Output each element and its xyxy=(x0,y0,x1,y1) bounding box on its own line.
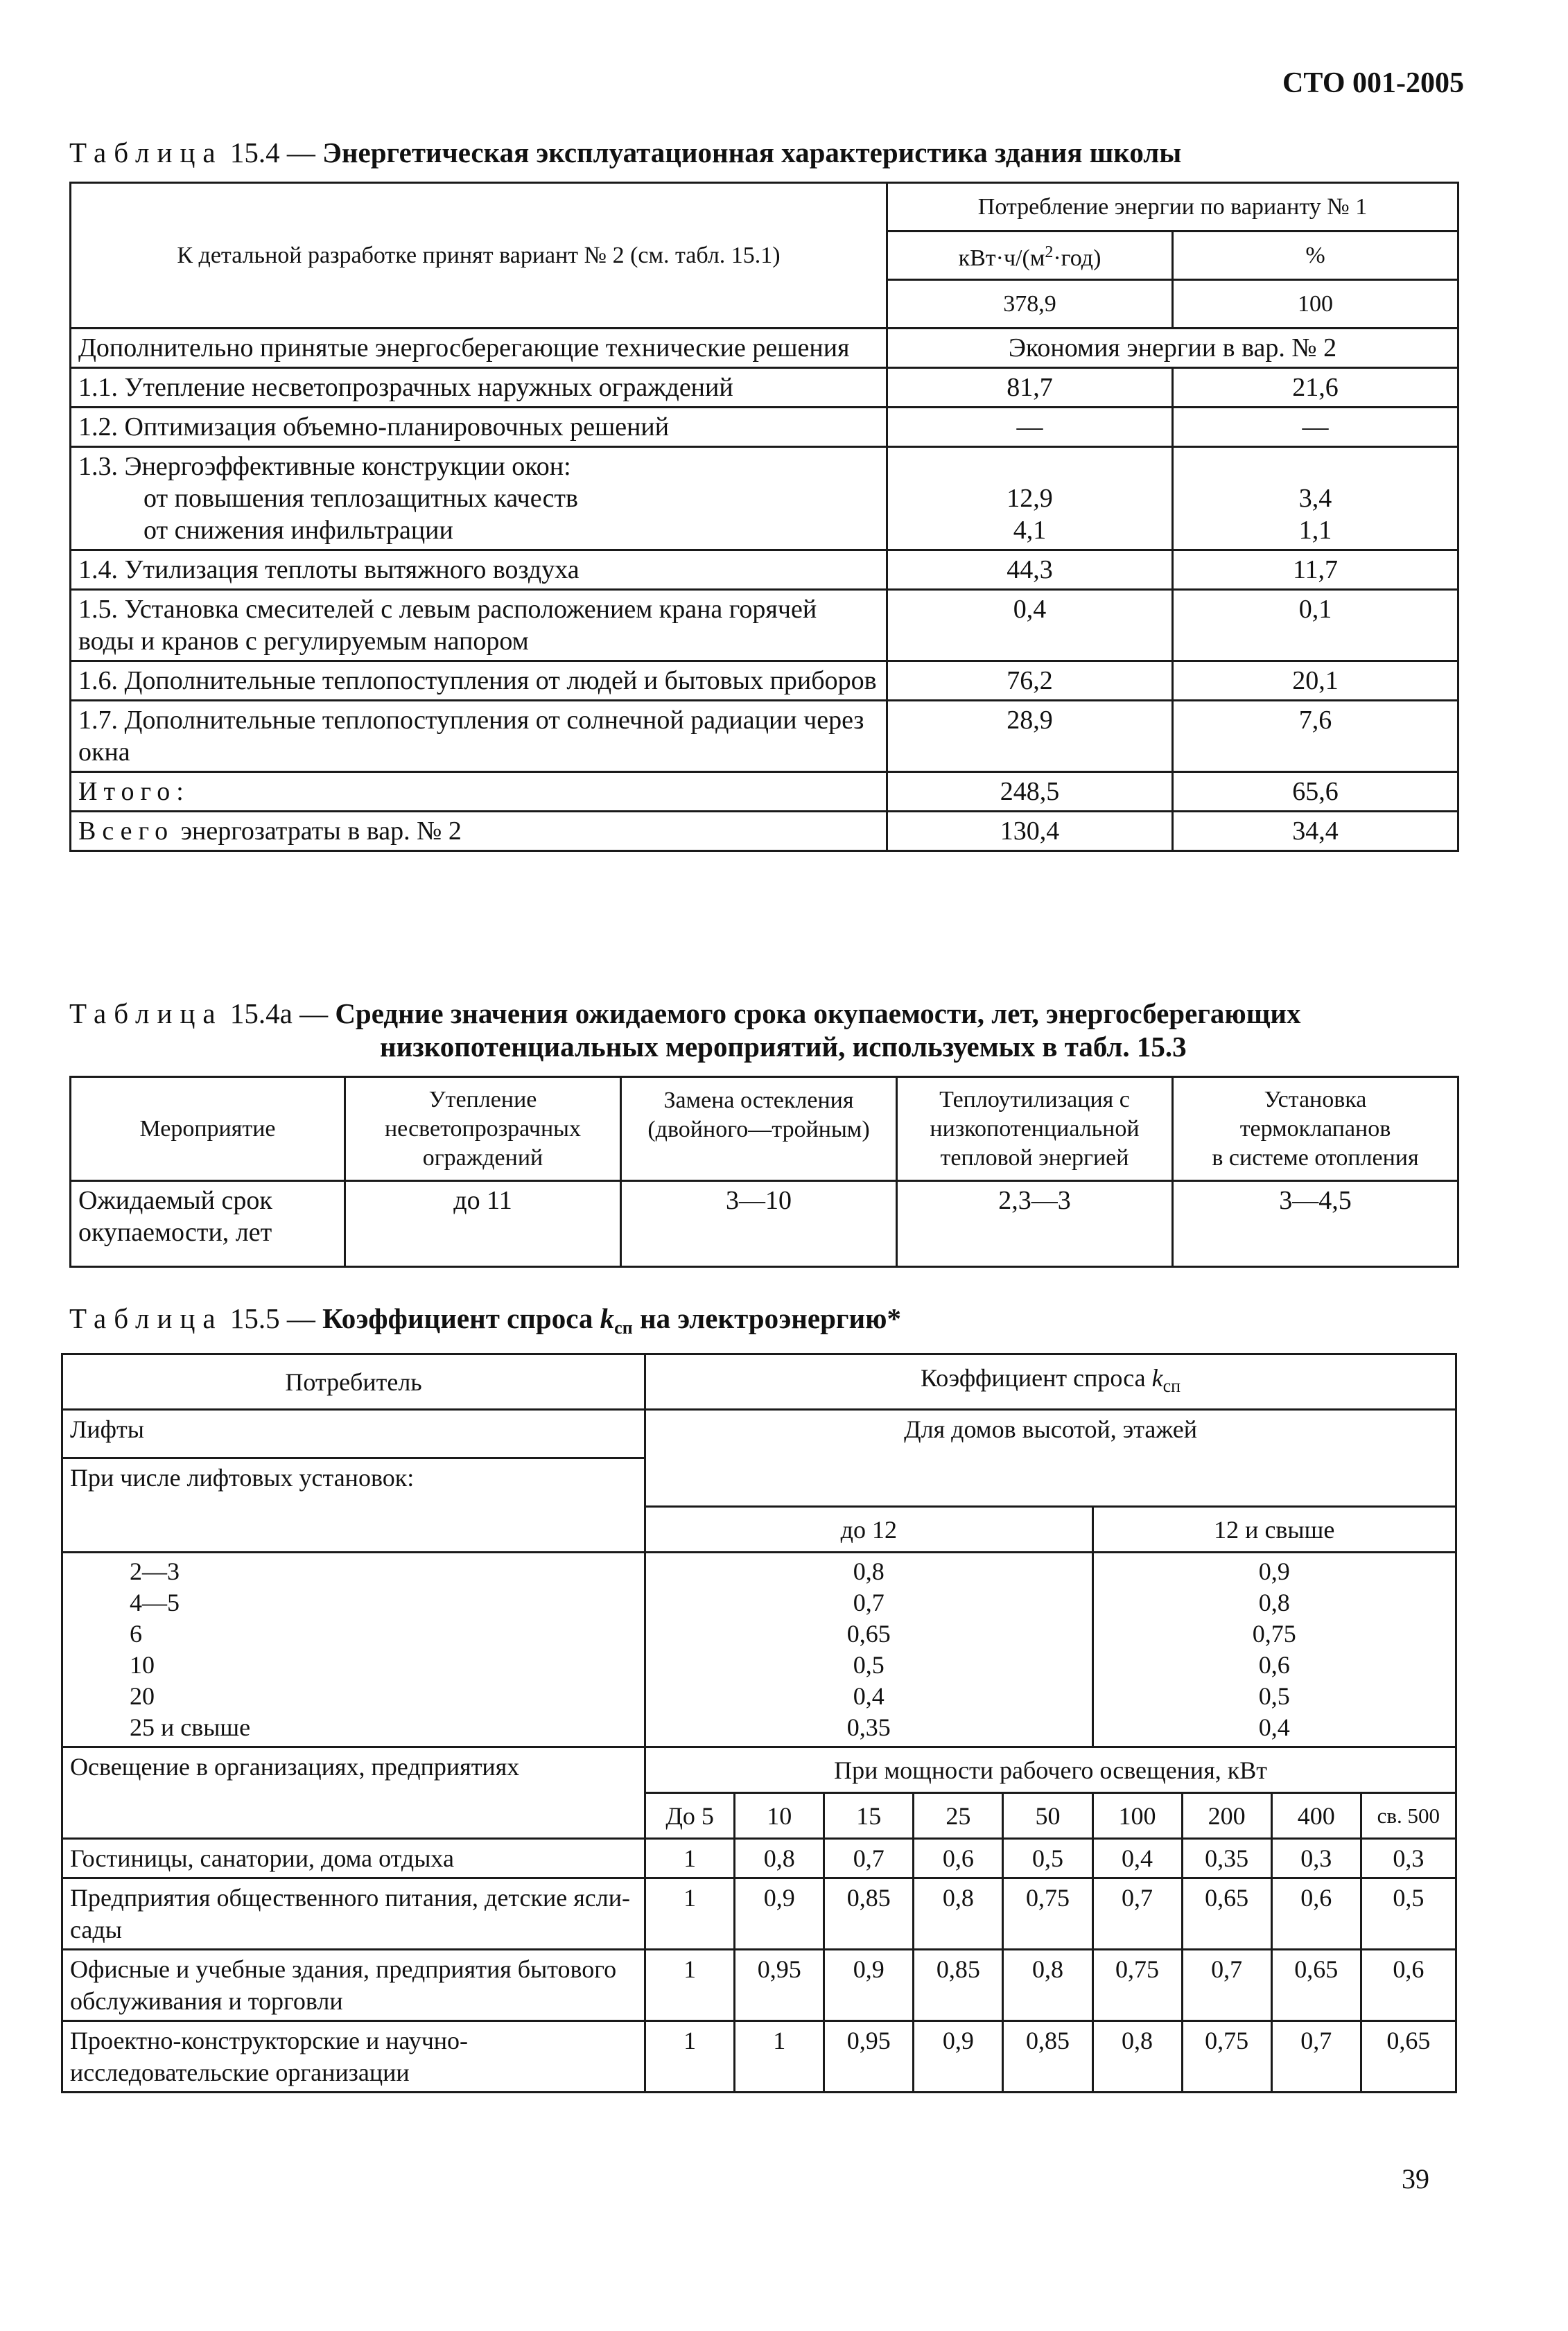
heat-recovery-header: Теплоутилизация с низкопотенциальной тепловой энергией xyxy=(897,1077,1173,1181)
caption-dash: — xyxy=(286,1302,315,1334)
page-number: 39 xyxy=(1402,2163,1429,2194)
glazing-header: Замена остекления (двойного—тройным) xyxy=(621,1077,897,1181)
consumer-header: Потребитель xyxy=(62,1354,645,1410)
up-to-12-header: до 12 xyxy=(645,1507,1092,1553)
table-15-5 xyxy=(61,1353,1457,2093)
table-row: Офисные и учебные здания, предприятия бытового обслуживания и торговли 1 0,95 0,9 0,85 0,8 0,75 0,7 0,65 0,6 xyxy=(62,1950,1456,2021)
table-row: 1.1. Утепление несветопрозрачных наружных ограждений 81,7 21,6 xyxy=(71,368,1458,408)
caption-number: 15.4 xyxy=(229,137,280,168)
caption-title: Энергетическая эксплуатационная характеристика здания школы xyxy=(322,137,1182,168)
caption-number: 15.4а xyxy=(229,997,293,1029)
table-15-4a xyxy=(69,1076,1459,1268)
table-15-5-caption xyxy=(69,1302,901,1338)
base-kwh-value: 378,9 xyxy=(887,280,1173,329)
caption-label: Таблица xyxy=(69,137,223,168)
table-row: Проектно-конструкторские и научно-исследовательские организации 1 1 0,95 0,9 0,85 0,8 0,75 0,7 0,65 xyxy=(62,2021,1456,2093)
caption-title-line2: низкопотенциальных мероприятий, используемых в табл. 15.3 xyxy=(380,1031,1187,1063)
grand-total-row: Всего энергозатраты в вар. № 2 130,4 34,4 xyxy=(71,812,1458,851)
table-15-4a-caption xyxy=(69,997,1300,1063)
power-header: При мощности рабочего освещения, кВт xyxy=(645,1747,1456,1793)
savings-header: Экономия энергии в вар. № 2 xyxy=(887,329,1458,368)
base-percent-value: 100 xyxy=(1173,280,1458,329)
measures-header: Дополнительно принятые энергосберегающие технические решения xyxy=(71,329,887,368)
table-row: 1.4. Утилизация теплоты вытяжного воздуха 44,3 11,7 xyxy=(71,550,1458,590)
caption-title: Коэффициент спроса $k_{сп}$ на электроэнергию* xyxy=(322,1302,901,1338)
lifts-label: Лифты xyxy=(62,1410,645,1458)
thermovalves-header: Установка термоклапанов в системе отопления xyxy=(1173,1077,1458,1181)
power-columns-row: До 5 10 15 25 50 100 200 400 св. 500 xyxy=(62,1793,1456,1839)
lift-count-label: При числе лифтовых установок: xyxy=(62,1458,645,1553)
consumption-header: Потребление энергии по варианту № 1 xyxy=(887,183,1458,232)
document-code: СТО 001-2005 xyxy=(1282,67,1464,99)
table-row: 1.6. Дополнительные теплопоступления от людей и бытовых приборов 76,2 20,1 xyxy=(71,661,1458,701)
total-row: Итого: 248,5 65,6 xyxy=(71,772,1458,812)
table-row: 1.7. Дополнительные теплопоступления от солнечной радиации через окна 28,9 7,6 xyxy=(71,701,1458,772)
caption-title-line1: Средние значения ожидаемого срока окупаемости, лет, энергосберегающих xyxy=(335,997,1301,1029)
caption-dash: — xyxy=(286,137,315,168)
lighting-label: Освещение в организациях, предприятиях xyxy=(62,1747,645,1839)
caption-dash: — xyxy=(299,997,329,1029)
table-row: 1.5. Установка смесителей с левым расположением крана горячей воды и кранов с регулируемым напором 0,4 0,1 xyxy=(71,590,1458,661)
caption-label: Таблица xyxy=(69,997,223,1029)
lift-values-row: 2—3 4—5 6 10 20 25 и свыше 0,8 0,7 0,65 0,5 0,4 0,35 0,9 0,8 0,75 0,6 0,5 0,4 xyxy=(62,1553,1456,1747)
table-15-4 xyxy=(69,182,1459,852)
unit-kwh-header: $кВт\cdot ч/(м^2\cdot год)$ xyxy=(887,232,1173,280)
insulation-header: Утепление несветопрозрачных ограждений xyxy=(345,1077,621,1181)
table-row: Предприятия общественного питания, детские ясли-сады 1 0,9 0,85 0,8 0,75 0,7 0,65 0,6 0,5 xyxy=(62,1878,1456,1950)
table-15-4-caption xyxy=(69,136,1181,169)
unit-percent-header: % xyxy=(1173,232,1458,280)
table-row: 1.3. Энергоэффективные конструкции окон: от повышения теплозащитных качеств от снижения инфильтрации 12,9 4,1 3,4 1,1 xyxy=(71,447,1458,550)
accepted-variant-cell: К детальной разработке принят вариант № 2 (см. табл. 15.1) xyxy=(71,183,887,329)
coefficient-header: Коэффициент спроса $k_{сп}$ xyxy=(645,1354,1456,1410)
over-12-header: 12 и свыше xyxy=(1092,1507,1456,1553)
table-row: Ожидаемый срок окупаемости, лет до 11 3—10 2,3—3 3—4,5 xyxy=(71,1181,1458,1267)
measure-header: Мероприятие xyxy=(71,1077,345,1181)
caption-number: 15.5 xyxy=(229,1302,280,1334)
table-row: 1.2. Оптимизация объемно-планировочных решений — — xyxy=(71,408,1458,447)
caption-label: Таблица xyxy=(69,1302,223,1334)
heights-header: Для домов высотой, этажей xyxy=(645,1410,1456,1507)
table-row: Гостиницы, санатории, дома отдыха 1 0,8 0,7 0,6 0,5 0,4 0,35 0,3 0,3 xyxy=(62,1839,1456,1878)
